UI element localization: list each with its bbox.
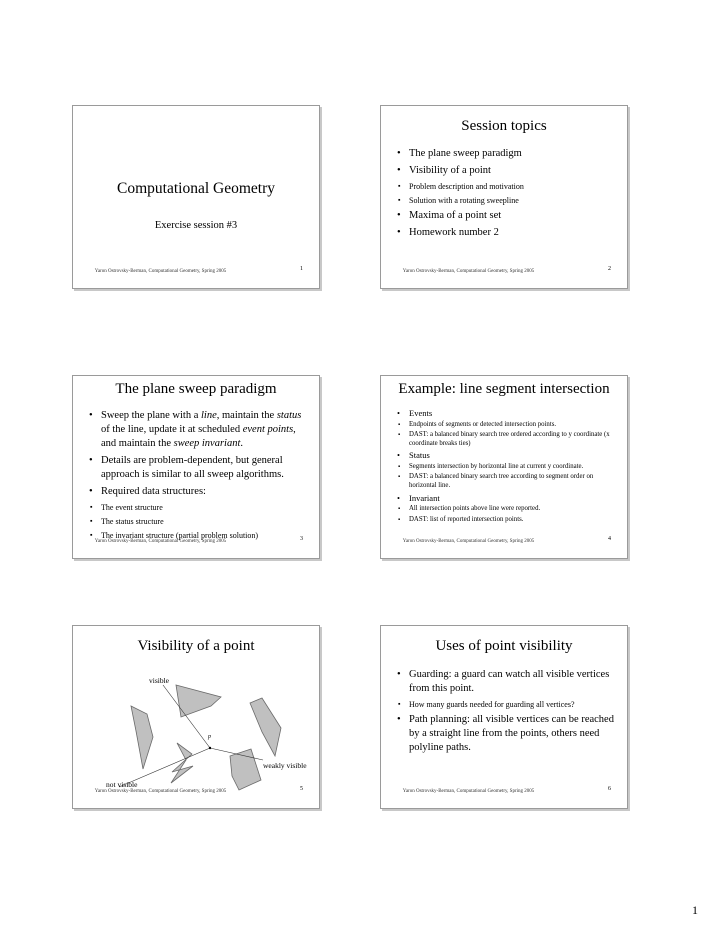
slide-4-number: 4 [608,536,611,542]
slide-2-title: Session topics [461,118,547,134]
polygon-right [250,698,281,756]
slide-2 [380,105,628,289]
slide-6 [380,625,628,809]
label-visible: visible [149,676,169,685]
bullet-events: • Events [395,408,619,419]
label-p: p [208,734,211,740]
bullet-path-planning: • Path planning: all visible vertices can be reached by a straight line from the points, others need polyline paths. [395,713,619,755]
slide-1-subtitle: Exercise session #3 [154,220,238,231]
slide-6-number: 6 [608,786,611,792]
slide-5-number: 5 [300,786,303,792]
slide-3 [72,375,320,559]
slide-5 [72,625,320,809]
sub-bullet-events-dast: ▪ DAST: a balanced binary search tree ordered according to y coordinate (x coordinate breaks ties) [395,431,619,448]
visibility-diagram [73,626,321,810]
slide-6-bullets [395,668,619,758]
sub-bullet-reported: ▪ All intersection points above line were reported. [395,505,619,514]
slide-1-number: 1 [300,266,303,272]
slide-4-title: Example: line segment intersection [398,381,610,397]
slide-4-footer: Yaron Ostrovsky-Berman, Computational Geometry, Spring 2005 [402,539,535,544]
polygon-left [131,706,153,769]
sub-bullet-status-structure: ▪ The status structure [87,516,311,527]
bullet-invariant: • Invariant [395,493,619,504]
label-weakly-visible: weakly visible [263,761,307,770]
sub-bullet-invariant-dast: ▪ DAST: list of reported intersection points. [395,516,619,525]
label-not-visible: not visible [106,780,138,789]
bullet-status: • Status [395,450,619,461]
slide-6-title: Uses of point visibility [435,638,573,654]
sub-bullet-status-dast: ▪ DAST: a balanced binary search tree according to segment order on horizontal line. [395,473,619,490]
slide-3-footer: Yaron Ostrovsky-Berman, Computational Geometry, Spring 2005 [94,539,227,544]
bullet-maxima: • Maxima of a point set [395,209,619,223]
sub-bullet-solution: ▪ Solution with a rotating sweepline [395,195,619,206]
slide-5-title: Visibility of a point [137,638,255,654]
slide-5-footer: Yaron Ostrovsky-Berman, Computational Geometry, Spring 2005 [94,789,227,794]
page-number: 1 [692,903,698,917]
bullet-plane-sweep: • The plane sweep paradigm [395,147,619,161]
slide-2-number: 2 [608,266,611,272]
slide-1-footer: Yaron Ostrovsky-Berman, Computational Geometry, Spring 2005 [94,269,227,274]
bullet-visibility: • Visibility of a point [395,164,619,178]
sub-bullet-problem: ▪ Problem description and motivation [395,181,619,192]
bullet-homework: • Homework number 2 [395,226,619,240]
slide-1-title: Computational Geometry [117,180,275,197]
polygons [131,685,281,790]
bullet-details: • Details are problem-dependent, but general approach is similar to all sweep algorithms. [87,454,311,482]
slide-6-footer: Yaron Ostrovsky-Berman, Computational Geometry, Spring 2005 [402,789,535,794]
slide-1 [72,105,320,289]
slide-4 [380,375,628,559]
bullet-sweep-plane: • Sweep the plane with a line, maintain the status of the line, update it at scheduled event points, and maintain the sweep invariant. [87,409,311,451]
slide-3-bullets [87,409,311,544]
slide-2-footer: Yaron Ostrovsky-Berman, Computational Geometry, Spring 2005 [402,269,535,274]
slide-3-number: 3 [300,536,303,542]
sub-bullet-guards: ▪ How many guards needed for guarding all vertices? [395,699,619,710]
polygon-top [176,685,221,717]
slide-4-bullets [395,408,619,526]
sub-bullet-event-structure: ▪ The event structure [87,502,311,513]
point-p [209,747,211,749]
sub-bullet-invariant-structure: ▪ The invariant structure (partial problem solution) [87,530,311,541]
bullet-guarding: • Guarding: a guard can watch all visible vertices from this point. [395,668,619,696]
polygon-bottom-right [230,749,261,790]
slide-2-bullets [395,147,619,243]
bullet-data-structures: • Required data structures: [87,485,311,499]
sub-bullet-endpoints: ▪ Endpoints of segments or detected intersection points. [395,421,619,430]
sub-bullet-segments: ▪ Segments intersection by horizontal line at current y coordinate. [395,463,619,472]
slide-3-title: The plane sweep paradigm [115,381,277,397]
